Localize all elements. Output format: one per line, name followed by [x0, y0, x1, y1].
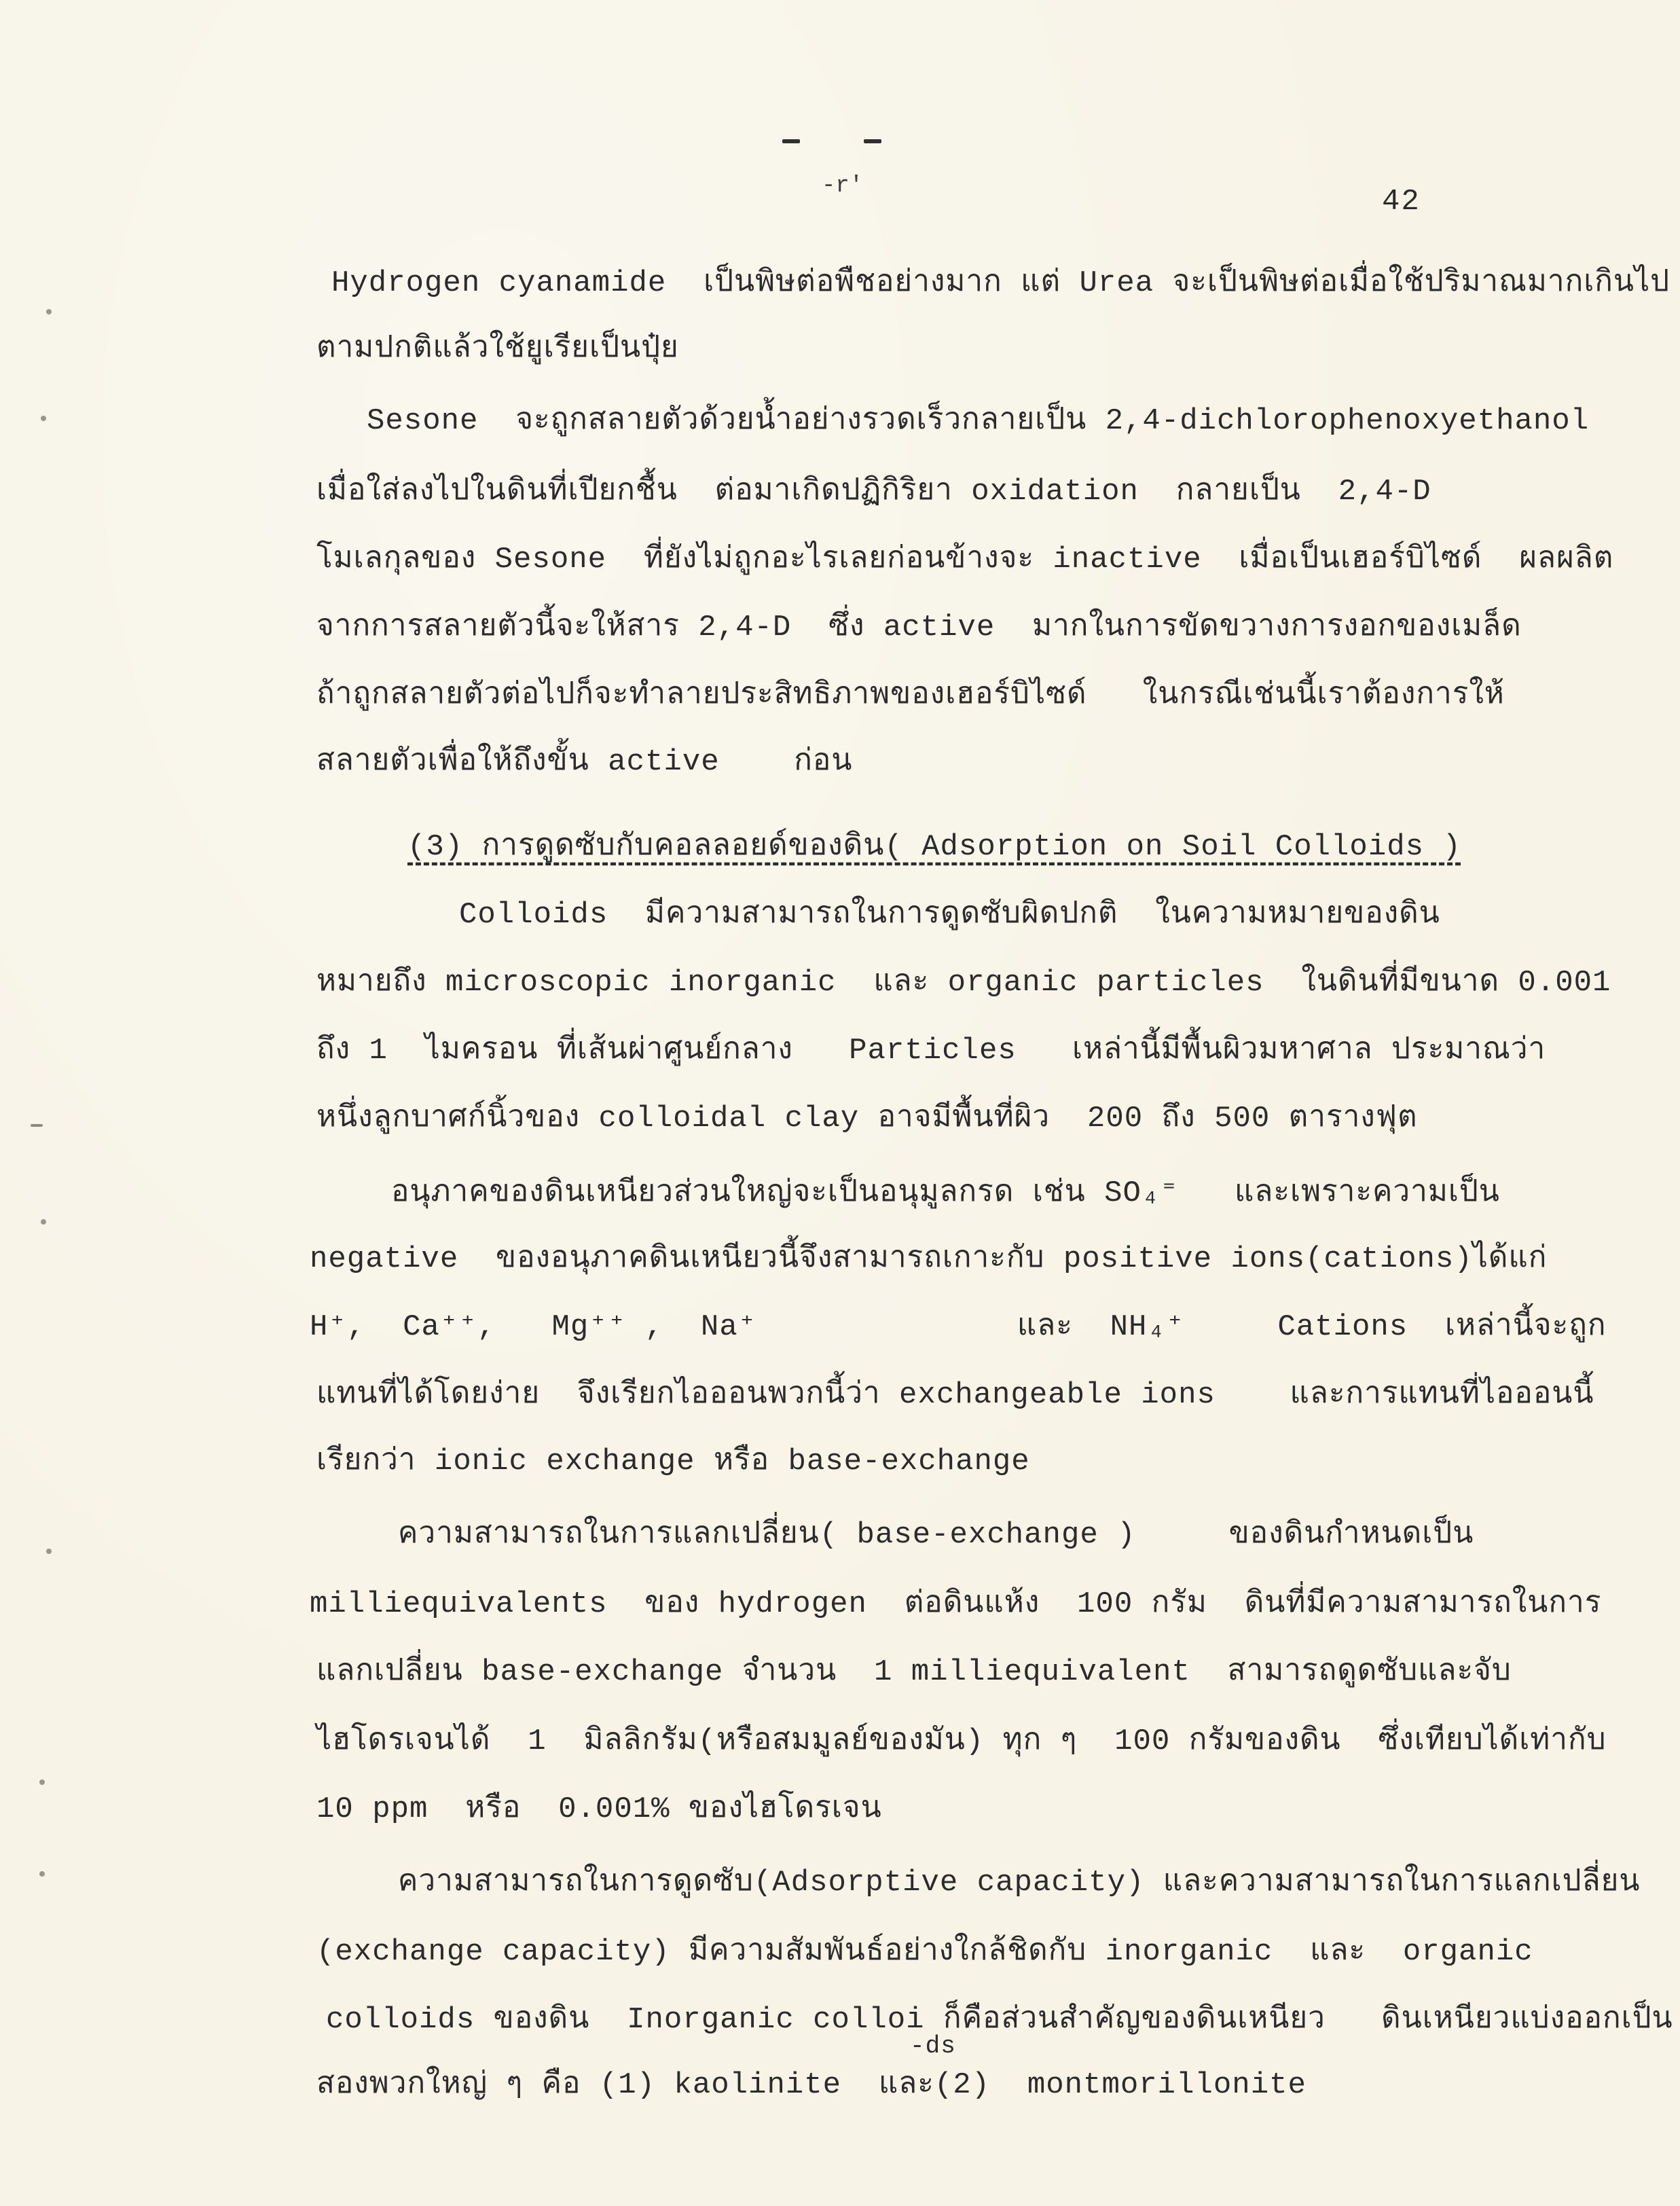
body-line: ความสามารถในการแลกเปลี่ยน( base-exchange ) ของดินกำหนดเป็น	[398, 1518, 1474, 1552]
margin-mark	[41, 1219, 46, 1225]
header-dash-left	[782, 139, 800, 143]
margin-mark	[46, 1549, 52, 1554]
body-line: 10 ppm หรือ 0.001% ของไฮโดรเจน	[316, 1792, 882, 1826]
body-line: H⁺, Ca⁺⁺, Mg⁺⁺ , Na⁺ และ NH₄⁺ Cations เหล่านี้จะถูก	[310, 1310, 1607, 1344]
body-line: แลกเปลี่ยน base-exchange จำนวน 1 milliequivalent สามารถดูดซับและจับ	[316, 1655, 1512, 1689]
body-line: Colloids มีความสามารถในการดูดซับผิดปกติ ในความหมายของดิน	[459, 898, 1440, 932]
body-line: Hydrogen cyanamide เป็นพิษต่อพืชอย่างมาก แต่ Urea จะเป็นพิษต่อเมื่อใช้ปริมาณมากเกินไป	[331, 266, 1670, 300]
body-line: ถึง 1 ไมครอน ที่เส้นผ่าศูนย์กลาง Particles เหล่านี้มีพื้นผิวมหาศาล ประมาณว่า	[316, 1034, 1546, 1068]
section-heading: (3) การดูดซับกับคอลลอยด์ของดิน( Adsorption on Soil Colloids )	[407, 830, 1461, 864]
body-line: แทนที่ได้โดยง่าย จึงเรียกไอออนพวกนี้ว่า exchangeable ions และการแทนที่ไอออนนี้	[316, 1378, 1594, 1412]
header-mark: -r'	[822, 173, 864, 199]
body-line-suffix: -ds	[910, 2032, 956, 2060]
margin-mark	[31, 1124, 43, 1127]
body-line: ถ้าถูกสลายตัวต่อไปก็จะทำลายประสิทธิภาพของเฮอร์บิไซด์ ในกรณีเช่นนี้เราต้องการให้	[316, 679, 1505, 712]
margin-mark	[46, 309, 52, 314]
body-line: สองพวกใหญ่ ๆ คือ (1) kaolinite และ(2) montmorillonite	[316, 2068, 1307, 2102]
body-line: จากการสลายตัวนี้จะให้สาร 2,4-D ซึ่ง active มากในการขัดขวางการงอกของเมล็ด	[316, 611, 1522, 645]
body-line: ความสามารถในการดูดซับ(Adsorptive capacity) และความสามารถในการแลกเปลี่ยน	[398, 1866, 1641, 1900]
header-dash-right	[864, 139, 881, 143]
body-line: โมเลกุลของ Sesone ที่ยังไม่ถูกอะไรเลยก่อนข้างจะ inactive เมื่อเป็นเฮอร์บิไซด์ ผลผลิต	[316, 543, 1614, 577]
margin-mark	[41, 416, 46, 421]
body-line: negative ของอนุภาคดินเหนียวนี้จึงสามารถเกาะกับ positive ions(cations)ได้แก่	[310, 1242, 1548, 1276]
body-line: เรียกว่า ionic exchange หรือ base-exchange	[316, 1445, 1030, 1479]
body-line: อนุภาคของดินเหนียวส่วนใหญ่จะเป็นอนุมูลกรด เช่น SO₄⁼ และเพราะความเป็น	[391, 1176, 1500, 1210]
body-line: หนึ่งลูกบาศก์นิ้วของ colloidal clay อาจมีพื้นที่ผิว 200 ถึง 500 ตารางฟุต	[316, 1102, 1418, 1136]
margin-mark	[39, 1871, 45, 1877]
body-line: หมายถึง microscopic inorganic และ organic particles ในดินที่มีขนาด 0.001	[316, 966, 1611, 1000]
body-line: เมื่อใส่ลงไปในดินที่เปียกชื้น ต่อมาเกิดปฏิกิริยา oxidation กลายเป็น 2,4-D	[316, 475, 1431, 509]
body-line: colloids ของดิน Inorganic colloi ก็คือส่วนสำคัญของดินเหนียว ดินเหนียวแบ่งออกเป็น	[326, 2003, 1673, 2037]
body-line: สลายตัวเพื่อให้ถึงขั้น active ก่อน	[316, 745, 853, 779]
body-line: ไฮโดรเจนได้ 1 มิลลิกรัม(หรือสมมูลย์ของมัน) ทุก ๆ 100 กรัมของดิน ซึ่งเทียบได้เท่ากับ	[316, 1724, 1607, 1758]
body-line: milliequivalents ของ hydrogen ต่อดินแห้ง 100 กรัม ดินที่มีความสามารถในการ	[310, 1587, 1602, 1621]
body-line: Sesone จะถูกสลายตัวด้วยน้ำอย่างรวดเร็วกลายเป็น 2,4-dichlorophenoxyethanol	[367, 404, 1590, 438]
body-line: (exchange capacity) มีความสัมพันธ์อย่างใกล้ชิดกับ inorganic และ organic	[316, 1935, 1533, 1969]
body-line: ตามปกติแล้วใช้ยูเรียเป็นปุ๋ย	[316, 332, 679, 366]
margin-mark	[39, 1779, 45, 1785]
page-number: 42	[1382, 185, 1421, 219]
